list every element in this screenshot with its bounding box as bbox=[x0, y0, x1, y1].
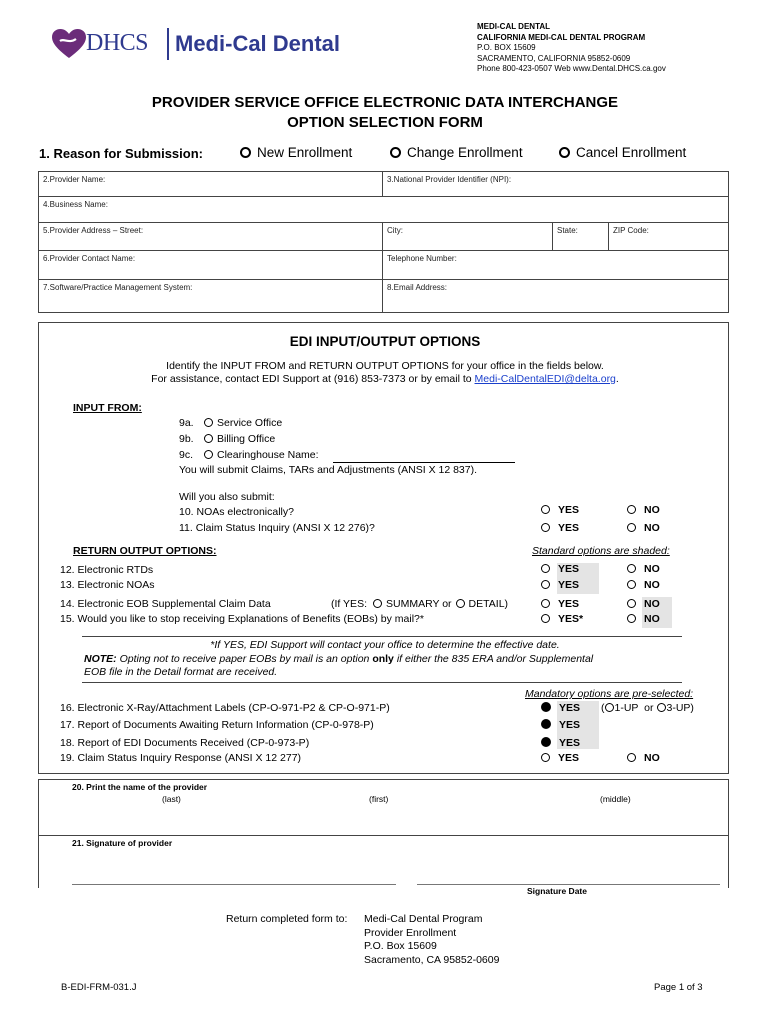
radio-circle-icon bbox=[627, 753, 636, 762]
no-label: NO bbox=[644, 752, 660, 764]
q10-yes[interactable] bbox=[541, 504, 579, 516]
logo-divider bbox=[167, 28, 169, 60]
no-label: NO bbox=[644, 563, 660, 575]
yes-label: YES bbox=[558, 522, 580, 534]
radio-circle-icon bbox=[541, 564, 550, 573]
provider-name-input[interactable] bbox=[40, 806, 726, 834]
edi-intro-text: For assistance, contact EDI Support at (916) 853-7373 or by email to bbox=[151, 373, 475, 385]
form-id: B-EDI-FRM-031.J bbox=[61, 982, 137, 993]
city-field[interactable]: City: bbox=[387, 226, 403, 235]
q18-yes[interactable] bbox=[541, 737, 580, 749]
q15-yes[interactable] bbox=[541, 613, 583, 625]
yes-label: YES bbox=[558, 579, 580, 591]
q15-no[interactable] bbox=[627, 613, 660, 625]
business-name-field[interactable]: 4.Business Name: bbox=[43, 200, 108, 209]
signature-divider bbox=[38, 835, 729, 836]
standard-options-note: Standard options are shaded: bbox=[532, 545, 670, 557]
address-line: CALIFORNIA MEDI-CAL DENTAL PROGRAM bbox=[477, 32, 646, 42]
cancel-enrollment-option[interactable] bbox=[559, 145, 686, 160]
signature-line[interactable] bbox=[72, 884, 396, 885]
contact-name-field[interactable]: 6.Provider Contact Name: bbox=[43, 254, 136, 263]
q11-label: 11. Claim Status Inquiry (ANSI X 12 276)? bbox=[179, 522, 375, 534]
option-9b[interactable] bbox=[179, 433, 275, 445]
change-enrollment-option[interactable] bbox=[390, 145, 523, 160]
return-to-address bbox=[364, 913, 499, 967]
three-up-radio-icon[interactable] bbox=[657, 703, 666, 712]
summary-label: SUMMARY or bbox=[386, 598, 452, 610]
q11-no[interactable] bbox=[627, 522, 660, 534]
dhcs-logo-text: DHCS bbox=[86, 30, 149, 56]
radio-circle-icon bbox=[541, 614, 550, 623]
return-to-label: Return completed form to: bbox=[226, 913, 348, 925]
no-label: NO bbox=[644, 504, 660, 516]
yes-star-label: YES* bbox=[558, 613, 584, 625]
q10-label: 10. NOAs electronically? bbox=[179, 506, 294, 518]
note-line bbox=[84, 653, 593, 665]
page-number: Page 1 of 3 bbox=[654, 982, 703, 993]
radio-circle-icon bbox=[627, 505, 636, 514]
radio-circle-icon bbox=[204, 434, 213, 443]
cancel-enrollment-label: Cancel Enrollment bbox=[576, 145, 687, 160]
new-enrollment-label: New Enrollment bbox=[257, 145, 353, 160]
signature-label: 21. Signature of provider bbox=[72, 838, 173, 848]
state-field[interactable]: State: bbox=[557, 226, 578, 235]
q14-ifyes: (If YES: bbox=[331, 598, 367, 610]
radio-circle-icon bbox=[627, 614, 636, 623]
three-up-label: 3-UP) bbox=[666, 702, 694, 714]
signature-date-line[interactable] bbox=[417, 884, 720, 885]
address-line: SACRAMENTO, CALIFORNIA 95852-0609 bbox=[477, 53, 631, 63]
edi-intro-period: . bbox=[615, 373, 619, 385]
input-from-label: INPUT FROM: bbox=[73, 402, 142, 414]
no-label: NO bbox=[644, 579, 660, 591]
reason-label: 1. Reason for Submission: bbox=[39, 146, 203, 161]
radio-circle-icon bbox=[204, 418, 213, 427]
service-office-label: Service Office bbox=[217, 417, 283, 429]
street-field[interactable]: 5.Provider Address – Street: bbox=[43, 226, 144, 235]
no-label: NO bbox=[644, 613, 660, 625]
header-address bbox=[477, 22, 666, 75]
return-address-line: Provider Enrollment bbox=[364, 926, 457, 939]
q19-yes[interactable] bbox=[541, 752, 579, 764]
q10-no[interactable] bbox=[627, 504, 660, 516]
q14-format bbox=[331, 598, 508, 610]
new-enrollment-option[interactable] bbox=[240, 145, 352, 160]
address-line: MEDI-CAL DENTAL bbox=[477, 22, 551, 31]
q14-label: 14. Electronic EOB Supplemental Claim Data bbox=[60, 598, 271, 610]
q17-label: 17. Report of Documents Awaiting Return Information (CP-0-978-P) bbox=[60, 719, 374, 731]
filled-radio-icon bbox=[541, 719, 551, 729]
edi-heading: EDI INPUT/OUTPUT OPTIONS bbox=[289, 334, 481, 349]
return-address-line: P.O. Box 15609 bbox=[364, 940, 437, 952]
note-star-line: *If YES, EDI Support will contact your office to determine the effective date. bbox=[210, 639, 560, 651]
q13-label: 13. Electronic NOAs bbox=[60, 579, 155, 591]
option-9c[interactable] bbox=[179, 449, 319, 461]
edi-support-email-link[interactable]: Medi-CalDentalEDI@delta.org bbox=[474, 373, 616, 385]
q14-yes[interactable] bbox=[541, 598, 579, 610]
q14-no[interactable] bbox=[627, 598, 660, 610]
filled-radio-icon bbox=[541, 737, 551, 747]
yes-label: YES bbox=[558, 563, 580, 575]
dhcs-logo bbox=[52, 28, 352, 60]
return-output-label: RETURN OUTPUT OPTIONS: bbox=[73, 545, 217, 557]
q15-label: 15. Would you like to stop receiving Explanations of Benefits (EOBs) by mail?* bbox=[60, 613, 424, 625]
billing-office-label: Billing Office bbox=[217, 433, 276, 445]
yes-label: YES bbox=[558, 504, 580, 516]
q16-label: 16. Electronic X-Ray/Attachment Labels (CP-O-971-P2 & CP-O-971-P) bbox=[60, 702, 390, 714]
page-title bbox=[0, 93, 770, 133]
radio-circle-icon bbox=[204, 450, 213, 459]
telephone-field[interactable]: Telephone Number: bbox=[387, 254, 457, 263]
software-field[interactable]: 7.Software/Practice Management System: bbox=[43, 283, 193, 292]
option-9b-number: 9b. bbox=[179, 433, 194, 445]
radio-circle-icon bbox=[240, 147, 251, 158]
q16-label-format bbox=[601, 702, 694, 714]
one-up-radio-icon[interactable] bbox=[605, 703, 614, 712]
radio-circle-icon bbox=[541, 753, 550, 762]
q16-yes[interactable] bbox=[541, 702, 580, 714]
page-title-line2: OPTION SELECTION FORM bbox=[287, 114, 483, 131]
print-name-label: 20. Print the name of the provider bbox=[72, 782, 208, 792]
q12-yes[interactable] bbox=[541, 563, 579, 575]
q12-no[interactable] bbox=[627, 563, 660, 575]
yes-label: YES bbox=[559, 719, 581, 731]
note-line3: EOB file in the Detail format are received. bbox=[84, 666, 278, 678]
filled-radio-icon bbox=[541, 702, 551, 712]
address-line: P.O. BOX 15609 bbox=[477, 43, 536, 52]
note-text2: if either the 835 ERA and/or Supplemental bbox=[393, 653, 594, 665]
summary-radio-icon[interactable] bbox=[373, 599, 382, 608]
yes-label: YES bbox=[558, 598, 580, 610]
q19-label: 19. Claim Status Inquiry Response (ANSI X 12 277) bbox=[60, 752, 302, 764]
return-address-line: Sacramento, CA 95852-0609 bbox=[364, 953, 500, 966]
q12-label: 12. Electronic RTDs bbox=[60, 564, 154, 576]
option-9a-number: 9a. bbox=[179, 417, 194, 429]
radio-circle-icon bbox=[627, 564, 636, 573]
page-title-line1: PROVIDER SERVICE OFFICE ELECTRONIC DATA INTERCHANGE bbox=[151, 94, 619, 111]
yes-label: YES bbox=[558, 752, 580, 764]
q18-label: 18. Report of EDI Documents Received (CP-0-973-P) bbox=[60, 737, 310, 749]
medical-dental-logo-text: Medi-Cal Dental bbox=[175, 31, 341, 56]
radio-circle-icon bbox=[541, 599, 550, 608]
detail-label: DETAIL) bbox=[468, 598, 509, 610]
clearinghouse-name-line[interactable] bbox=[333, 462, 515, 463]
radio-circle-icon bbox=[627, 599, 636, 608]
detail-radio-icon[interactable] bbox=[456, 599, 465, 608]
q17-yes[interactable] bbox=[541, 719, 580, 731]
radio-circle-icon bbox=[541, 505, 550, 514]
q19-no[interactable] bbox=[627, 752, 660, 764]
middle-name-label: (middle) bbox=[600, 794, 631, 804]
radio-circle-icon bbox=[627, 523, 636, 532]
signature-date-label: Signature Date bbox=[527, 886, 587, 896]
one-up-label: 1-UP bbox=[614, 702, 639, 714]
dhcs-heart-icon bbox=[52, 29, 86, 59]
clearinghouse-label: Clearinghouse Name: bbox=[217, 449, 319, 461]
option-9c-number: 9c. bbox=[179, 449, 194, 461]
radio-circle-icon bbox=[627, 580, 636, 589]
submit-note: You will submit Claims, TARs and Adjustments (ANSI X 12 837). bbox=[179, 464, 478, 476]
option-9a[interactable] bbox=[179, 417, 282, 429]
yes-label: YES bbox=[559, 737, 581, 749]
zip-field[interactable]: ZIP Code: bbox=[613, 226, 649, 235]
q13-yes[interactable] bbox=[541, 579, 579, 591]
first-name-label: (first) bbox=[369, 794, 389, 804]
q11-yes[interactable] bbox=[541, 522, 579, 534]
change-enrollment-label: Change Enrollment bbox=[407, 145, 523, 160]
yes-label: YES bbox=[559, 702, 581, 714]
mandatory-options-note: Mandatory options are pre-selected: bbox=[525, 688, 694, 700]
address-line: Phone 800-423-0507 Web www.Dental.DHCS.ca.gov bbox=[477, 64, 666, 73]
edi-intro-line1: Identify the INPUT FROM and RETURN OUTPUT OPTIONS for your office in the fields below. bbox=[166, 360, 604, 372]
q16-or: or bbox=[644, 702, 654, 714]
q16-paren: ( bbox=[601, 702, 605, 714]
email-field[interactable]: 8.Email Address: bbox=[387, 283, 448, 292]
no-label: NO bbox=[644, 598, 660, 610]
note-only: only bbox=[372, 653, 394, 665]
also-submit-label: Will you also submit: bbox=[179, 491, 275, 503]
provider-name-field[interactable]: 2.Provider Name: bbox=[43, 175, 106, 184]
return-address-line: Medi-Cal Dental Program bbox=[364, 913, 483, 925]
edi-intro-line2 bbox=[0, 373, 770, 385]
radio-circle-icon bbox=[390, 147, 401, 158]
radio-circle-icon bbox=[541, 580, 550, 589]
q13-no[interactable] bbox=[627, 579, 660, 591]
radio-circle-icon bbox=[559, 147, 570, 158]
note-text1: Opting not to receive paper EOBs by mail is an option bbox=[116, 653, 373, 665]
no-label: NO bbox=[644, 522, 660, 534]
npi-field[interactable]: 3.National Provider Identifier (NPI): bbox=[387, 175, 512, 184]
last-name-label: (last) bbox=[162, 794, 181, 804]
note-label: NOTE: bbox=[84, 653, 117, 665]
radio-circle-icon bbox=[541, 523, 550, 532]
